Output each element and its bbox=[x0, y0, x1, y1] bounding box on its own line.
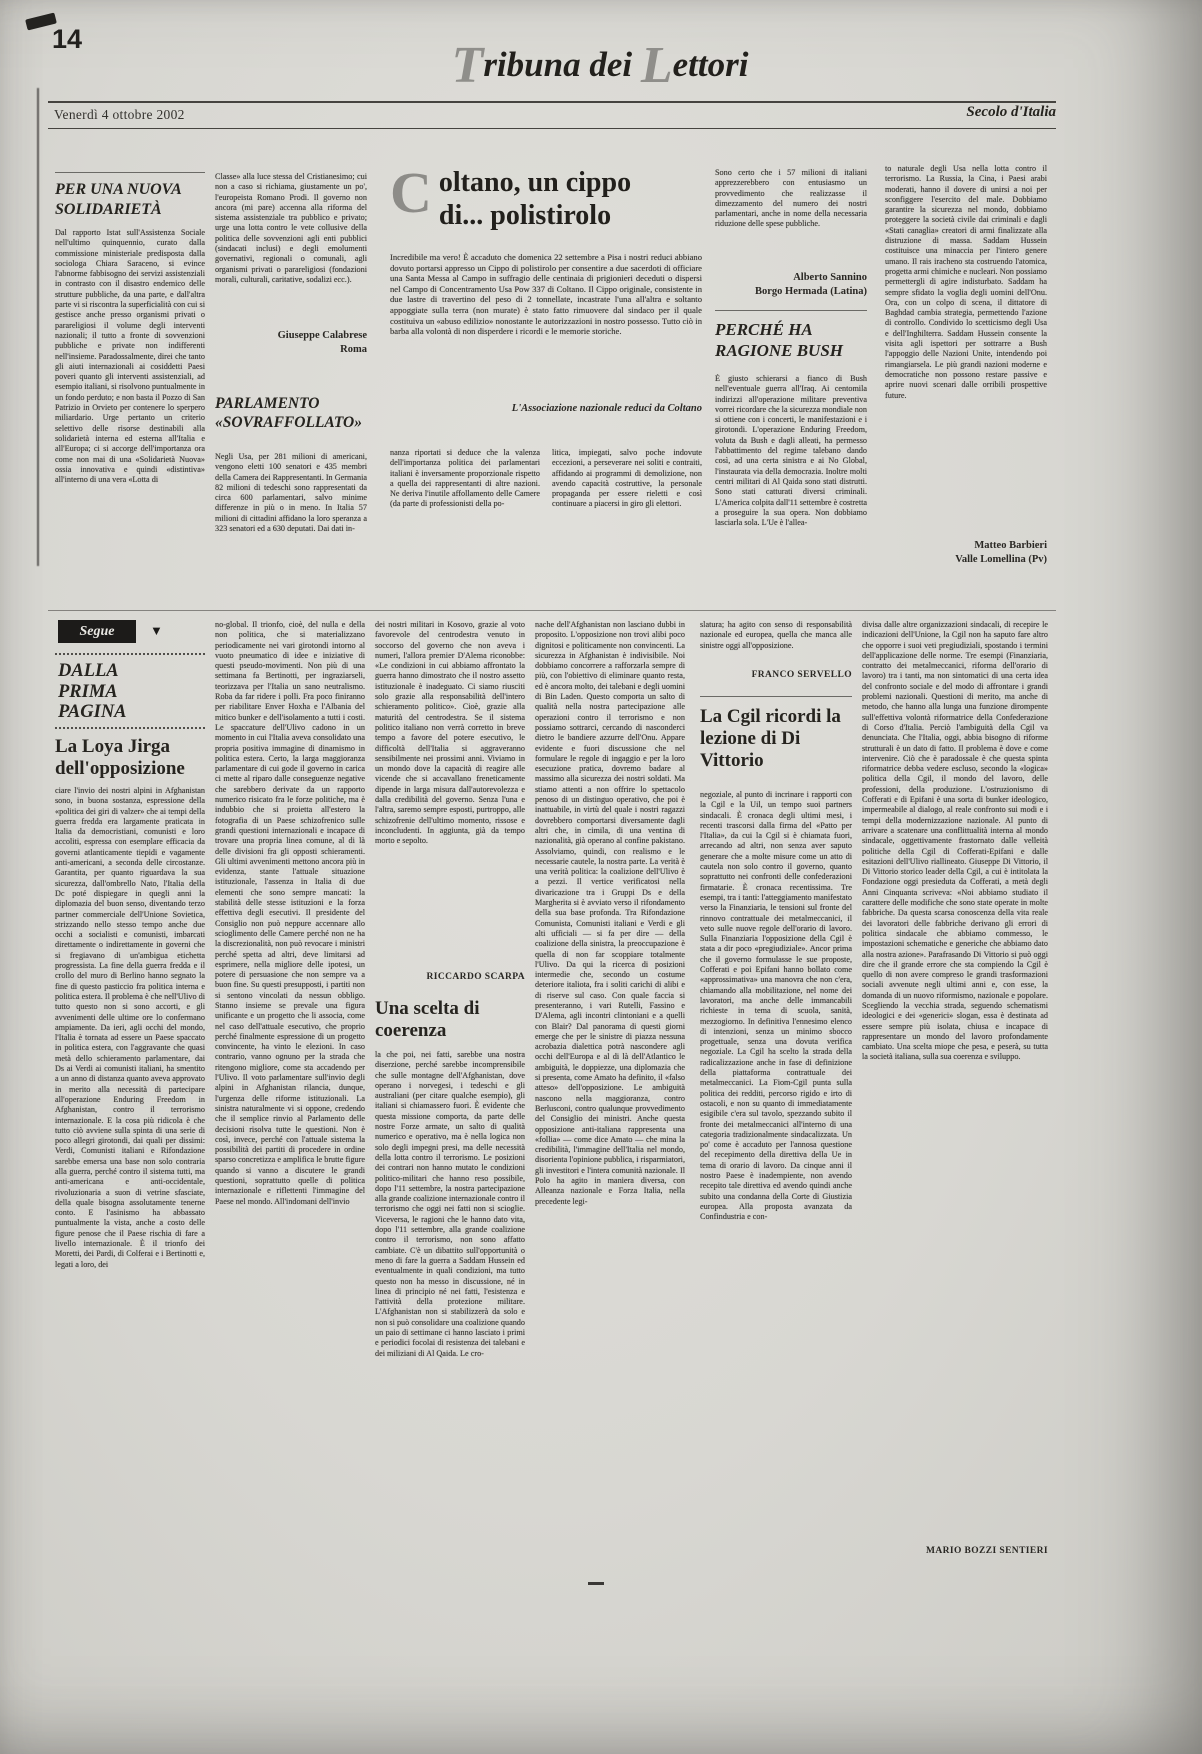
kicker-dalla-prima-pagina: DALLA PRIMA PAGINA bbox=[58, 661, 127, 722]
brand-name: Secolo d'Italia bbox=[966, 104, 1056, 120]
byline-scarpa: RICCARDO SCARPA bbox=[426, 972, 525, 982]
article-loya-jirga-colB: no-global. Il trionfo, cioè, del nulla e della non politica, che si materializzano periodicamente nei vari girotondi intorno al vuoto pneumatico di idee e iniziative di questi pseudo-movimenti. Non più di una settimana fa Bertinotti, per ingraziarseli, teorizzava per l'Italia un sano neutralismo. Roba da far ridere i polli. Fra poco finiranno per riabilitare Enver Hoxha e l'Albania del mitico bunker e dell'isolamento a tutti i costi. Le spaccature dell'Ulivo cadono in un momento in cui l'Italia aveva consolidato una propria positiva immagine di dinamismo in politica estera. Certo, la larga maggioranza parlamentare di cui gode il governo in carica ci mette al riparo dalle conseguenze negative che sarebbero derivate da un rapporto numerico risicato fra le forze politiche, ma è indubbio che si proietta all'estero la fotografia di un Paese schizofrenico sulle grandi questioni internazionali e incapace di trovare una propria linea comune, al di là delle divisioni fra gli opposti schieramenti. Gli ultimi avvenimenti mettono ancora più in evidenza, stante l'attuale situazione istituzionale, l'assenza in Italia di due elementi che sono sempre mancati: la stabilità delle stesse istituzioni e la forza effettiva degli esecutivi. Il presidente del Consiglio non può neppure accennare allo scioglimento delle Camere perché non ne ha la discrezionalità, non può revocare i ministri perché spetta ad altri, deve limitarsi ad esprimere, nella migliore delle ipotesi, un potere di persuasione che non sempre va a buon fine. Su questi presupposti, i partiti non si sentono vincolati da nessun obbligo. Stanno insieme se prevale una figura unificante e un progetto che li associa, come nel caso dell'attuale esecutivo, che proprio perché finalmente espressione di un progetto convincente, ha vinto le elezioni. In caso contrario, vanno ognuno per la strada che ritengono migliore, come sta accadendo per l'Ulivo. Il voto parlamentare sull'invio degli alpini in Afghanistan rilancia, dunque, l'urgenza delle riforme istituzionali. La sinistra naturalmente vi si oppone, credendo che il semplice rinvio al Parlamento delle decisioni risolva tutte le questioni. Non è così, invece, perché con l'attuale sistema la possibilità dei partiti di procedere in ordine sparso concretizza e amplifica le brutte figure quando si vanno a discutere le grandi questioni, soprattutto quelle di politica internazionale e riflettenti l'immagine del Paese nel mondo. All'indomani dell'invio bbox=[215, 620, 365, 1206]
headline-parlamento: PARLAMENTO «SOVRAFFOLLATO» bbox=[215, 395, 363, 431]
scan-bottom-mark bbox=[588, 1582, 604, 1585]
kicker-rule-bottom bbox=[55, 727, 205, 729]
article-parlamento-cont-left: nanza riportati si deduce che la valenza dell'importanza politica dei parlamentari italiani è inversamente proporzionale rispetto a quella dei rappresentanti di altre nazioni. Ne deriva l'inutile affollamento delle Camere (da parte di professionisti della po- bbox=[390, 448, 540, 509]
section-divider bbox=[48, 610, 1056, 611]
article-bush-cont: to naturale degli Usa nella lotta contro il terrorismo. La Russia, la Cina, i Paesi arabi moderati, hanno il dovere di unirsi a noi per sconfiggere l'esercito del male. Dobbiamo garantire la sicurezza nel mondo, dobbiamo proteggere la società civile dai criminali e dagli «Stati canaglia» creatori di armi finalizzate alla distruzione di massa. Saddam Hussein costituisce una minaccia per l'intero genere umano. Il rais iracheno sta costruendo l'atomica, progetta armi chimiche e nucleari. Non possiamo permettergli di agire indisturbato. Saddam ha sempre sfidato la voglia degli uomini dell'Onu. Ora, con un colpo di scena, il dittatore di Baghdad cambia strategia, permettendo l'azione di controllo. Condivido lo scetticismo degli Usa e dell'Inghilterra. Saddam Hussein consente la visita agli ispettori per sottrarre a Bush l'appoggio delle Nazioni Unite, intendendo poi rimangiarsela. Le più grandi nazioni moderne e democratiche non possono restare passive e aprire nuovi scenari dalle orribili prospettive future. bbox=[885, 164, 1047, 400]
article-cgil: negoziale, al punto di incrinare i rapporti con la Cgil e la Uil, un tempo suoi partners sindacali. È cronaca degli ultimi mesi, i recenti trascorsi dalla firma del «Patto per l'Italia», da cui la Cgil si è chiamata fuori, arrecando ad altri, non senza aver saputo generare che a molte misure come un atto di cautela non solo contro il governo, quanto soprattutto nei confronti delle confederazioni firmatarie. È cronaca recentissima. Tre esempi, tra i tanti: l'atteggiamento manifestato verso la Finanziaria, le tensioni sul fronte del rinnovo contrattuale dei metalmeccanici, il veto sulle nuove regole dell'orario di lavoro. Sulla Finanziaria l'opposizione della Cgil è stata a dir poco «pregiudiziale». Ancor prima che il governo formulasse le sue proposte, Cofferati e poi Epifani hanno bollato come «approssimativa» una manovra che non c'era, chiamando alla mobilitazione, nel nome dei lavoratori, ma anche delle immancabili richieste in tema di scuola, sanità, mezzogiorno. In definitiva l'ennesimo elenco di intenzioni, senza un minimo sbocco progettuale, senza una dovuta verifica negoziale. La Cgil ha scelto la strada della radicalizzazione anche in fase di definizione della piattaforma contrattuale dei metalmeccanici. La Fiom-Cgil punta sulla politica dei redditi, percorso rigido e irto di ostacoli, e non su quanto di immediatamente esigibile c'era sul tavolo, spezzando subito il fronte dei metalmeccanici all'interno di una categoria tradizionalmente sindacalizzata. Un po' come è accaduto per l'annosa questione del recepimento della direttiva della Ue in tema di orario di lavoro. Da cinque anni il nostro Paese è inadempiente, non avendo recepito tale direttiva ed avendo quindi anche subito una condanna della Corte di Giustizia europea. Alla proposta avanzata da Confindustria e con- bbox=[700, 790, 852, 1222]
article-solidarieta-col2: Classe» alla luce stessa del Cristianesimo; cui non a caso si richiama, giustamente un po', l'europeista Romano Prodi. Il governo non ancora (mi pare) accenna alla riforma del sistema assistenziale tra pubblico e privato; urge una lotta contro le vete collusive della politica delle sovvenzioni agli enti pubblici (sindacati inclusi) e degli emolumenti governativi, regionali o comunali, agli organismi privati o parareligiosi (fondazioni morali, culturali, caritative, sodalizi ecc.). bbox=[215, 172, 367, 284]
byline-calabrese-place: Roma bbox=[340, 344, 367, 355]
masthead bbox=[300, 36, 900, 95]
article-parlamento: Negli Usa, per 281 milioni di americani, vengono eletti 100 senatori e 435 membri della Camera dei Rappresentanti. In Germania 82 milioni di tedeschi sono rappresentati da circa 600 parlamentari, salvo minime differenze in più o in meno. In Italia 57 milioni di cittadini affidano la loro speranza a 323 senatori ed a 630 deputati. Dai dati in- bbox=[215, 452, 367, 534]
page-number: 14 bbox=[52, 24, 83, 54]
headline-loya-jirga: La Loya Jirga dell'opposizione bbox=[55, 736, 185, 779]
headline-solidarieta: PER UNA NUOVA SOLIDARIETÀ bbox=[55, 172, 205, 219]
coltano-initial: C bbox=[390, 160, 432, 225]
segue-box: Segue bbox=[58, 620, 136, 643]
article-parlamento-cont-right: litica, impiegati, salvo poche indovute eccezioni, a perseverare nei soliti e contraiti, affidando ai programmi di demolizione, non avendo capacità costruttive, la personale propaganda per essere rieletti e così continuare a piacersi in giro gli elettori. bbox=[552, 448, 702, 509]
scan-left-line bbox=[37, 88, 39, 566]
headline-bush: PERCHÉ HA RAGIONE BUSH bbox=[715, 310, 867, 361]
header-rule-top bbox=[48, 101, 1056, 103]
byline-bozzi-sentieri: MARIO BOZZI SENTIERI bbox=[925, 1546, 1048, 1556]
article-cgil-colF: divisa dalle altre organizzazioni sindacali, di recepire le indicazioni dell'Unione, la Cgil non ha saputo fare altro che opporre i suoi veti pregiudiziali, spostando i termini dell'applicazione delle norme. Tre esempi (Finanziaria, contratto dei metalmeccanici, riforma dell'orario di lavoro) tra i tanti, ma non sintomatici di una certa idea del confronto sociale e del modo di affrontare i grandi problemi nazionali. Questioni di merito, ma anche di metodo, che hanno alla lunga una funzione dirompente sull'effettiva volontà riformatrice della Confederazione di Corso d'Italia. Perciò l'ambiguità della Cgil va denunciata. Che l'Italia, oggi, abbia bisogno di riforme strutturali è un dato di fatto. Il problema è dove e come intervenire. Ciò che è paradossale è che questa spinta riformatrice debba vedere escluso, secondo la «logica» politica della Cgil, il mondo del lavoro, delle professioni, della produzione. L'ostruzionismo di Cofferati e di Epifani è una sorta di bunker ideologico, impermeabile al dialogo, al reale confronto sui modi e i tempi della modernizzazione nazionale. Al punto di arrivare a scatenare una conflittualità interna al mondo sindacale, oggettivamente frastornato dalle velleità politiche della Cgil di Cofferati-Epifani e dalle esitazioni dell'Ulivo riallineato. Giuseppe Di Vittorio, il Di Vittorio storico leader della Cgil, a cui è intitolata la Fondazione oggi presieduta da Cofferati, a metà degli Anni Cinquanta scriveva: «Noi abbiamo studiato il carattere delle modifiche che sono state operate in molte fabbriche. Da questa scarsa conoscenza della vita reale dei lavoratori delle fabbriche derivano gli errori di politica sindacale che abbiamo commesso, le impostazioni schematiche e generiche che abbiamo dato alla nostra azione». Parafrasando Di Vittorio si può oggi dire che il grande errore che sta compiendo la Cgil è quello di non avere compreso le grandi trasformazioni sociali avvenute negli ultimi anni e, con esse, la domanda di un nuovo riformismo, nazionale e popolare. Scegliendo la vecchia strada, seguendo schematismi ideologici e dei «generici» slogan, essa è destinata ad essere sempre più isolata, chiusa e incapace di rappresentare un mondo del lavoro profondamente cambiato. Una scelta miope che pesa, e peserà, su tutta la società italiana, sulla sua coerenza e sviluppo. bbox=[862, 620, 1048, 1062]
byline-servello: FRANCO SERVELLO bbox=[751, 670, 852, 680]
article-bush: È giusto schierarsi a fianco di Bush nell'eventuale guerra all'Iraq. Ai centomila indirizzi all'operazione militare preventiva vorrei ricordare che la sicurezza mondiale non si ottiene con i concerti, le manifestazioni e i girotondi. L'operazione Enduring Freedom, voluta da Bush e dagli alleati, ha permesso l'abbattimento del regime talebano dando così, ad una certa sinistra e ai No Global, l'instaurata via della democrazia. Inoltre molti centri militari di Al Qaida sono stati distrutti. Sono stati catturati diversi criminali. L'America colpita dall'11 settembre è costretta a proseguire la sua opera. Non dobbiamo lasciarla sola. L'Ue è l'allea- bbox=[715, 374, 867, 528]
article-solidarieta-col1: Dal rapporto Istat sull'Assistenza Sociale nell'ultimo quinquennio, curato dalla commissione ministeriale predisposta dalla sociologa Chiara Saraceno, si evince l'abnorme fabbisogno dei servizi assistenziali in contrasto con il disastro endemico delle strutture pubbliche, da una parte, e dall'altra parte vi si riscontra la superficialità con cui si gestisce anche presso organismi privati o parareligiosi il volume degli interventi nazionali; il tutto a fronte di sovvenzioni pubbliche e private non indifferenti nell'insieme. Paradossalmente, direi che tanto gli aiuti internazionali ai cosiddetti Paesi poveri quanto gli interventi assistenziali, ad esempio italiani, si risolvono puntualmente in un fondo perduto; e non basta il Pozzo di San Patrizio in Orvieto per contenere lo sperpero miliardario. Urge pertanto un criterio selettivo delle risorse destinabili alla solidarietà interna ed esterna all'Italia e all'Europa; ci si accorge dell'importanza ora come non mai di una «Solidarietà Nuova» ossia innovativa e quindi «distintiva» all'interno di una vera «Lotta di bbox=[55, 228, 205, 485]
masthead-part1: ribuna dei bbox=[483, 45, 641, 84]
masthead-initial-l: L bbox=[640, 37, 673, 94]
article-una-scelta: la che poi, nei fatti, sarebbe una nostra diserzione, perché sarebbe incomprensibile che sulle montagne dell'Afghanistan, dove operano i norvegesi, i tedeschi e gli australiani (per citare qualche esempio), gli italiani si chiamassero fuori. È evidente che questa missione comporta, da parte delle nostre Forze armate, un salto di qualità numerico e operativo, ma è nella logica non solo degli impegni presi, ma delle necessità della lotta contro il terrorismo. Le posizioni dei contrari non hanno mutato le condizioni politico-militari che hanno reso possibile, dopo l'11 settembre, la nostra partecipazione alla grande coalizione internazionale contro il terrorismo che oggi nei fatti non si scioglie. Viceversa, le ragioni che le hanno dato vita, dopo l'11 settembre, alla grande coalizione contro il terrorismo, non sono affatto cambiate. C'è un dibattito sull'opportunità o meno di fare la guerra a Saddam Hussein ed eventualmente in quali condizioni, ma tutto questo non ha messo in discussione, né in linea di principio né nei fatti, l'esistenza e l'attività della protezione militare. L'Afghanistan non si stabilizzerà da solo e non si può consolidare una coalizione quando un paio di settimane ci hanno lasciato i primi e periodici focolai di resistenza dei talebani e dei miliziani di Al Qaida. Le cro- bbox=[375, 1050, 525, 1358]
header-rule-bottom bbox=[48, 128, 1056, 129]
headline-cgil: La Cgil ricordi la lezione di Di Vittorio bbox=[700, 696, 852, 772]
article-servello-end: slatura; ha agito con senso di responsabilità nazionale ed europea, quella che manca alle sinistre oggi all'opposizione. bbox=[700, 620, 852, 650]
issue-date: Venerdì 4 ottobre 2002 bbox=[54, 107, 185, 122]
article-scarpa: dei nostri militari in Kosovo, grazie al voto favorevole del centrodestra venuto in soccorso del governo che non aveva i numeri, l'allora premier D'Alema riconobbe: «Le condizioni in cui abbiamo affrontato la guerra hanno dimostrato che il nostro assetto istituzionale è inadeguato. Ci siamo riusciti solo grazie alla responsabilità dell'intero schieramento politico». Cioè, grazie alla maturità del centrodestra. Se il sistema politico italiano non verrà corretto in breve tempo a favore del potere esecutivo, le difficoltà dell'Italia si aggraveranno sensibilmente nei prossimi anni. Viviamo in un mondo dove la capacità di reagire alle vicende che si accavallano freneticamente dipende in larga misura dall'autorevolezza e dalla credibilità del governo. Senza l'una e l'altra, saremo sempre esposti, purtroppo, alle schizofrenie dell'ultimo momento, rissose e inconcludenti. In aggiunta, già da tempo morto e sepolto. bbox=[375, 620, 525, 846]
kicker-rule-top bbox=[55, 653, 205, 655]
byline-coltano: L'Associazione nazionale reduci da Coltano bbox=[511, 403, 702, 414]
article-sannino: Sono certo che i 57 milioni di italiani apprezzerebbero con entusiasmo un provvedimento che realizzasse il dimezzamento del numero dei nostri parlamentari, anche in nome della necessaria riduzione delle spese pubbliche. bbox=[715, 168, 867, 229]
headline-una-scelta: Una scelta di coerenza bbox=[375, 998, 480, 1041]
byline-barbieri-name: Matteo Barbieri bbox=[974, 540, 1047, 551]
segue-arrow-icon: ▼ bbox=[150, 623, 163, 638]
byline-barbieri-place: Valle Lomellina (Pv) bbox=[955, 554, 1047, 565]
headline-coltano bbox=[390, 160, 702, 232]
byline-sannino-place: Borgo Hermada (Latina) bbox=[755, 286, 867, 297]
byline-sannino-name: Alberto Sannino bbox=[793, 272, 867, 283]
article-servello-colD: nache dell'Afghanistan non lasciano dubbi in proposito. L'opposizione non trovi alibi poco dignitosi e politicamente non convincenti. La sicurezza in Afghanistan è indivisibile. Noi dobbiamo concorrere a rafforzarla sempre di più, con l'obiettivo di eliminare quanto resta, ed è ancora molto, dei talebani e degli uomini di Bin Laden. Questo comporta un salto di qualità nella nostra partecipazione alle operazioni contro il terrorismo e non possiamo sottrarci, cercando di nasconderci dietro le bandiere azzurre dell'Onu. Appare evidente e fuori discussione che nel formulare le regole di ingaggio e per la loro esecuzione pratica, dovremo badare al massimo alla sicurezza dei nostri soldati. Ma stiamo attenti a non offrire lo spettacolo penoso di un distinguo operativo, che poi è inattuabile, in virtù del quale i nostri ragazzi dovrebbero comportarsi diversamente dagli altri che, in cimila, di una ventina di nazionalità, già operano al confine pakistano. Assolviamo, quindi, con realismo e le necessarie cautele, la nostra parte. La verità è una verità politica: la coalizione dell'Ulivo è a pezzi. Il vertice verificatosi nella divaricazione tra i Gruppi Ds e della Margherita si è avviato verso il rifondamento della sua base profonda. Tra Rifondazione Comunista, Comunisti italiani e Verdi e gli alti ufficiali — si fa per dire — della coalizione della sinistra, la preoccupazione è quella di non far scoppiare totalmente l'Ulivo. Da qui la ricerca di posizioni intermedie che, secondo un costume deteriore italiota, fra i soliti carichi di alibi e di riserve sul caso. Con quale faccia si presenteranno, i vari Rutelli, Fassino e D'Alema, agli incontri clintoniani e a quelli con Blair? Dal panorama di questi giorni emerge che per le sinistre di piazza nessuna acrobazia dialettica potrà nascondere agli occhi dell'Europa e al di là dell'Atlantico le ambiguità, le doppiezze, una diplomazia che si presenta, come Amato ha definito, il «falso atteso» dell'opposizione. Le ambiguità nascono nella maggioranza, contro Berlusconi, contro qualunque provvedimento del Consiglio dei ministri. Anche questa opposizione anti-italiana rappresenta una «follia» — come dice Amato — che mina la credibilità, l'immagine dell'Italia nel mondo, disorienta l'opinione pubblica, i risparmiatori, gli investitori e l'intera comunità nazionale. Il Polo ha agito in maniera diversa, con Alleanza nazionale e Forza Italia, nella precedente legi- bbox=[535, 620, 685, 1206]
coltano-title-line2: di... polistirolo bbox=[438, 200, 612, 231]
article-loya-jirga: ciare l'invio dei nostri alpini in Afghanistan sono, in buona sostanza, espressione della «politica dei giri di valzer» che ai tempi della guerra fredda era largamente praticata in Italia da democristiani, comunisti e loro accoliti, espressa con esemplare efficacia da governi atlanticamente tiepidi e vagamente anti-americani, a seconda delle circostanze. Garantita, per quanto riguardava la sua sicurezza, dall'ombrello Nato, l'Italia della Dc poté dispiegare in quegli anni la diplomazia del buon senso, diventando terzo partner commerciale dell'Unione Sovietica, strizzando nello stesso tempo anche due occhi a socialisti e comunisti, imbarcati direttamente o indirettamente in governi che si fregiavano di un'ambigua etichetta progressista. La fine della guerra fredda e il crollo del muro di Berlino hanno segnato la fine di questo pasticcio fra politica interna e politica estera. Il problema è che nell'Ulivo di tutto questo non si sono accorti, e gli avvenimenti delle ultime ore lo confermano ampiamente. Da ieri, agli occhi del mondo, l'Italia è tornata ad essere un Paese spaccato in politica estera, con l'aggravante che quasi metà dello schieramento parlamentare, dai Ds ai Verdi ai comunisti italiani, ha smentito a un anno di distanza quanto aveva approvato in merito alla necessità di partecipare all'operazione Enduring Freedom in Afghanistan, contro il terrorismo internazionale. E la cosa più ridicola è che tutto ciò avviene sulla spinta di una serie di poco allegri girotondi, dai quali per dissimi: Verdi, Comunisti italiani e Rifondazione sarebbe emersa una base non solo contraria alla guerra, perché contro il sistema tutti, ma anti-americana e anti-occidentale, rivoluzionaria a suon di vetrine sfasciate, della quale bisogna assolutamente tenerne conto. E l'asinismo ha abbassato puntualmente la vista, anche a costo delle figure penose che il Paese rischia di fare a livello internazionale. È il trionfo dei Moretti, dei Pardi, di Colferai e i Bertinotti e, legati a loro, dei bbox=[55, 786, 205, 1269]
masthead-initial-t: T bbox=[451, 37, 484, 94]
masthead-part2: ettori bbox=[672, 45, 749, 84]
coltano-title-line1: oltano, un cippo bbox=[438, 167, 632, 198]
article-coltano: Incredibile ma vero! È accaduto che domenica 22 settembre a Pisa i nostri reduci abbiano dovuto portarsi appresso un Cippo di polistirolo per consentire a due sacerdoti di officiare una Santa Messa al Campo in suffragio delle centinaia di prigionieri deceduti o dispersi nel Campo di Concentramento Usa Pow 337 di Coltano. Il Cippo originale, consistente in due lastre di travertino del peso di 2 tonnellate, incastrate l'una all'altra e soltanto appoggiate sulla terra (non murate) è stato fatto rimuovere dal sindaco per il quale costituiva un «abuso edilizio» nonostante le autorizzazioni in nostro possesso. Tutto ciò in barba alla volontà di non disperdere i ricordi e le memorie storiche. bbox=[390, 252, 702, 337]
byline-calabrese-name: Giuseppe Calabrese bbox=[277, 330, 367, 341]
